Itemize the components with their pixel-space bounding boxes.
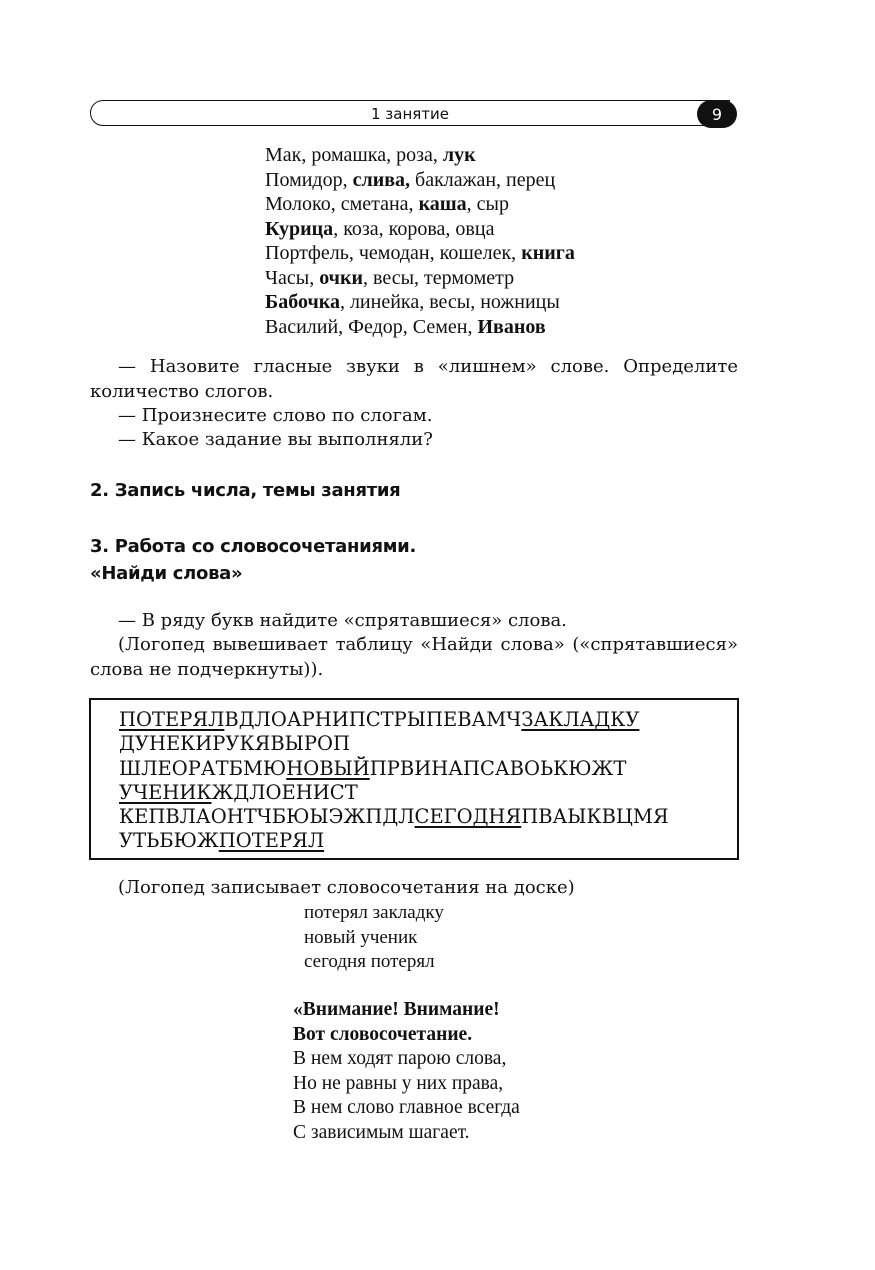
- letter-grid-row: УЧЕНИКЖДЛОЕНИСТ: [119, 780, 358, 804]
- letter-grid-row: УТЬБЮЖПОТЕРЯЛ: [119, 829, 325, 853]
- letter-grid-row: ПОТЕРЯЛВДЛОАРНИПСТРЫПЕВАМЧЗАКЛАДКУ: [119, 708, 640, 731]
- phrase-item: сегодня потерял: [304, 951, 435, 972]
- word-list-line: Помидор, слива, баклажан, перец: [265, 168, 556, 191]
- letter-grid-rows: [119, 708, 669, 854]
- hidden-word: ПОТЕРЯЛ: [119, 708, 225, 731]
- question-task: — Какое задание вы выполняли?: [118, 429, 433, 450]
- poem-line: В нем слово главное всегда: [293, 1097, 520, 1118]
- poem-line: Вот словосочетание.: [293, 1023, 473, 1045]
- phrase-list: [304, 901, 444, 975]
- word-list-line: Портфель, чемодан, кошелек, книга: [265, 242, 575, 264]
- poem-line: «Внимание! Внимание!: [293, 999, 500, 1020]
- running-header: [90, 100, 730, 126]
- hidden-word: ПОТЕРЯЛ: [218, 829, 325, 853]
- question-vowels: — Назовите гласные звуки в «лишнем» слове. Определите количество слогов.: [90, 356, 738, 402]
- instruction-find-words: — В ряду букв найдите «спрятавшиеся» слова.: [118, 610, 567, 631]
- board-note: (Логопед записывает словосочетания на доске): [118, 877, 575, 898]
- odd-word-list: [265, 143, 575, 339]
- teacher-note-table: (Логопед вывешивает таблицу «Найди слова» («спрятавшиеся» слова не подчеркнуты)).: [90, 634, 738, 680]
- section-2-heading: 2. Запись числа, темы занятия: [90, 480, 401, 501]
- hidden-word: ЗАКЛАДКУ: [521, 708, 640, 731]
- page-number-badge: 9: [697, 100, 737, 128]
- letter-grid-row: ДУНЕКИРУКЯВЫРОП: [119, 732, 350, 756]
- letter-grid-row: КЕПВЛАОНТЧБЮЫЭЖПДЛСЕГОДНЯПВАЫКВЦМЯ: [119, 805, 669, 829]
- word-list-line: Бабочка, линейка, весы, ножницы: [265, 291, 560, 313]
- word-list-line: Курица, коза, корова, овца: [265, 217, 495, 240]
- poem-line: В нем ходят парою слова,: [293, 1048, 507, 1069]
- word-list-line: Василий, Федор, Семен, Иванов: [265, 315, 546, 338]
- poem-line: Но не равны у них права,: [293, 1072, 504, 1094]
- phrase-item: новый ученик: [304, 926, 418, 948]
- header-title: 1 занятие: [370, 105, 450, 123]
- question-syllables: — Произнесите слово по слогам.: [118, 405, 433, 426]
- poem-line: С зависимым шагает.: [293, 1121, 470, 1143]
- hidden-word: УЧЕНИК: [119, 780, 212, 804]
- phrase-item: потерял закладку: [304, 902, 444, 923]
- hidden-word: НОВЫЙ: [286, 756, 370, 780]
- section-3-subheading: «Найди слова»: [90, 563, 243, 584]
- word-list-line: Молоко, сметана, каша, сыр: [265, 193, 509, 215]
- letter-grid-row: ШЛЕОРАТБМЮНОВЫЙПРВИНАПСАВОЬКЮЖТ: [119, 756, 627, 780]
- poem: [293, 998, 520, 1145]
- letter-grid-box: [89, 698, 739, 860]
- word-list-line: Мак, ромашка, роза, лук: [265, 144, 476, 166]
- hidden-word: СЕГОДНЯ: [414, 805, 522, 829]
- word-list-line: Часы, очки, весы, термометр: [265, 266, 515, 289]
- section-3-heading: 3. Работа со словосочетаниями.: [90, 536, 416, 557]
